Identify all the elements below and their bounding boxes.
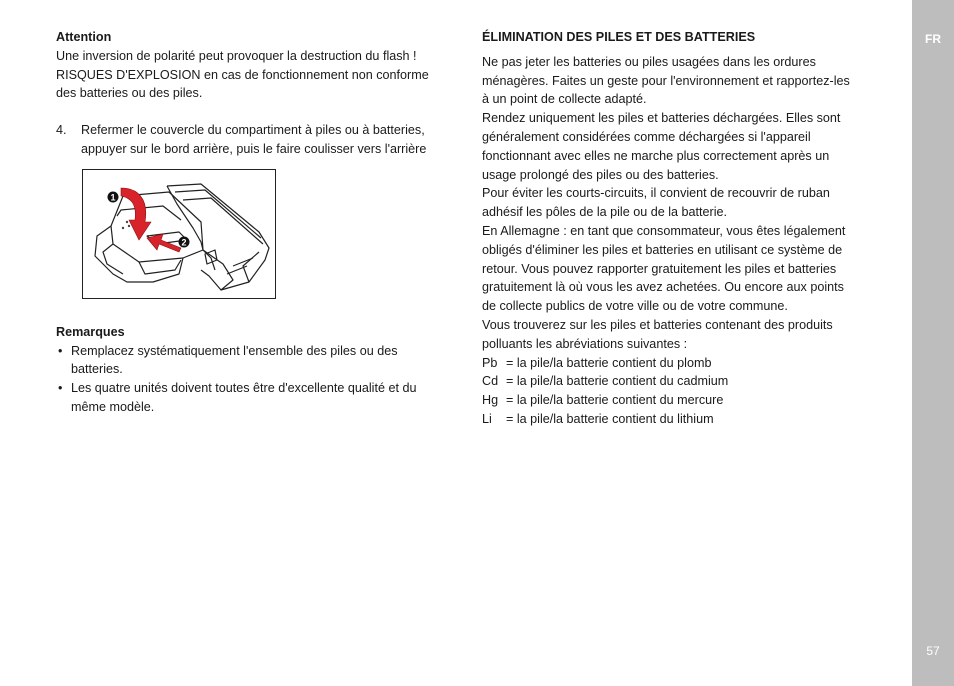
battery-compartment-illustration [82, 169, 276, 299]
section-title: ÉLIMINATION DES PILES ET DES BATTERIES [482, 30, 756, 44]
abbreviation-symbol: Hg [482, 393, 499, 408]
text-line: Pour éviter les courts-circuits, il convient de recouvrir de ruban [482, 186, 830, 201]
attention-line: Une inversion de polarité peut provoquer la destruction du flash ! [56, 48, 417, 63]
arrow-1-icon [121, 188, 151, 240]
disposal-text [482, 53, 882, 354]
text-line: fonctionnant avec elles ne marche plus correctement après un [482, 148, 830, 163]
list-item [56, 342, 456, 380]
right-column [482, 28, 882, 429]
left-column [56, 28, 456, 417]
abbreviation-text: = la pile/la batterie contient du lithium [506, 411, 714, 426]
abbreviation-text: = la pile/la batterie contient du cadmium [506, 374, 729, 389]
label-1: 1 [110, 192, 116, 203]
abbreviations-list [482, 354, 882, 429]
text-line: à un point de collecte adapté. [482, 92, 647, 107]
remark-line: même modèle. [71, 399, 155, 414]
page-sidebar [912, 0, 954, 686]
text-line: Vous trouverez sur les piles et batteries contenant des produits [482, 317, 833, 332]
text-line: Rendez uniquement les piles et batteries déchargées. Elles sont [482, 111, 841, 126]
abbreviation-row [482, 391, 882, 410]
attention-line: RISQUES D'EXPLOSION en cas de fonctionnement non conforme [56, 67, 429, 82]
text-line: généralement considérées comme déchargées si l'appareil [482, 129, 811, 144]
remark-line: Remplacez systématiquement l'ensemble des piles ou des [71, 343, 398, 358]
abbreviation-row [482, 410, 882, 429]
text-line: polluants les abréviations suivantes : [482, 336, 688, 351]
page-number: 57 [926, 644, 940, 658]
abbreviation-text: = la pile/la batterie contient du plomb [506, 355, 712, 370]
remarks-list [56, 342, 456, 417]
bullet-icon: • [58, 343, 63, 358]
step-4 [56, 121, 456, 159]
abbreviation-symbol: Cd [482, 374, 499, 389]
step-line: appuyer sur le bord arrière, puis le faire coulisser vers l'arrière [81, 141, 427, 156]
abbreviation-symbol: Pb [482, 355, 498, 370]
abbreviation-text: = la pile/la batterie contient du mercure [506, 393, 724, 408]
arrow-2-icon [147, 234, 181, 252]
abbreviation-row [482, 372, 882, 391]
step-line: Refermer le couvercle du compartiment à piles ou à batteries, [81, 123, 425, 138]
remark-line: Les quatre unités doivent toutes être d'excellente qualité et du [71, 381, 417, 396]
flash-device-drawing [83, 170, 275, 298]
attention-line: des batteries ou des piles. [56, 86, 203, 101]
text-line: Ne pas jeter les batteries ou piles usagées dans les ordures [482, 54, 816, 69]
label-2: 2 [181, 237, 187, 248]
text-line: de collecte publics de votre ville ou de votre commune. [482, 299, 788, 314]
abbreviation-row [482, 354, 882, 373]
attention-heading: Attention [56, 30, 112, 44]
bullet-icon: • [58, 381, 63, 396]
text-line: obligés d'éliminer les piles et batteries en utilisant ce système de [482, 242, 843, 257]
language-tab: FR [925, 32, 941, 46]
remark-line: batteries. [71, 362, 123, 377]
text-line: gratuitement là où vous les avez achetées. Ou encore aux points [482, 280, 844, 295]
text-line: En Allemagne : en tant que consommateur, vous êtes légalement [482, 223, 846, 238]
text-line: adhésif les pôles de la pile ou de la batterie. [482, 205, 728, 220]
remarks-heading: Remarques [56, 324, 125, 339]
text-line: usage prolongé des piles ou des batteries. [482, 167, 719, 182]
step-number: 4. [56, 123, 67, 138]
text-line: ménagères. Faites un geste pour l'environnement et rapportez-les [482, 73, 850, 88]
list-item [56, 379, 456, 417]
text-line: retour. Vous pouvez rapporter gratuitement les piles et batteries [482, 261, 837, 276]
abbreviation-symbol: Li [482, 411, 492, 426]
